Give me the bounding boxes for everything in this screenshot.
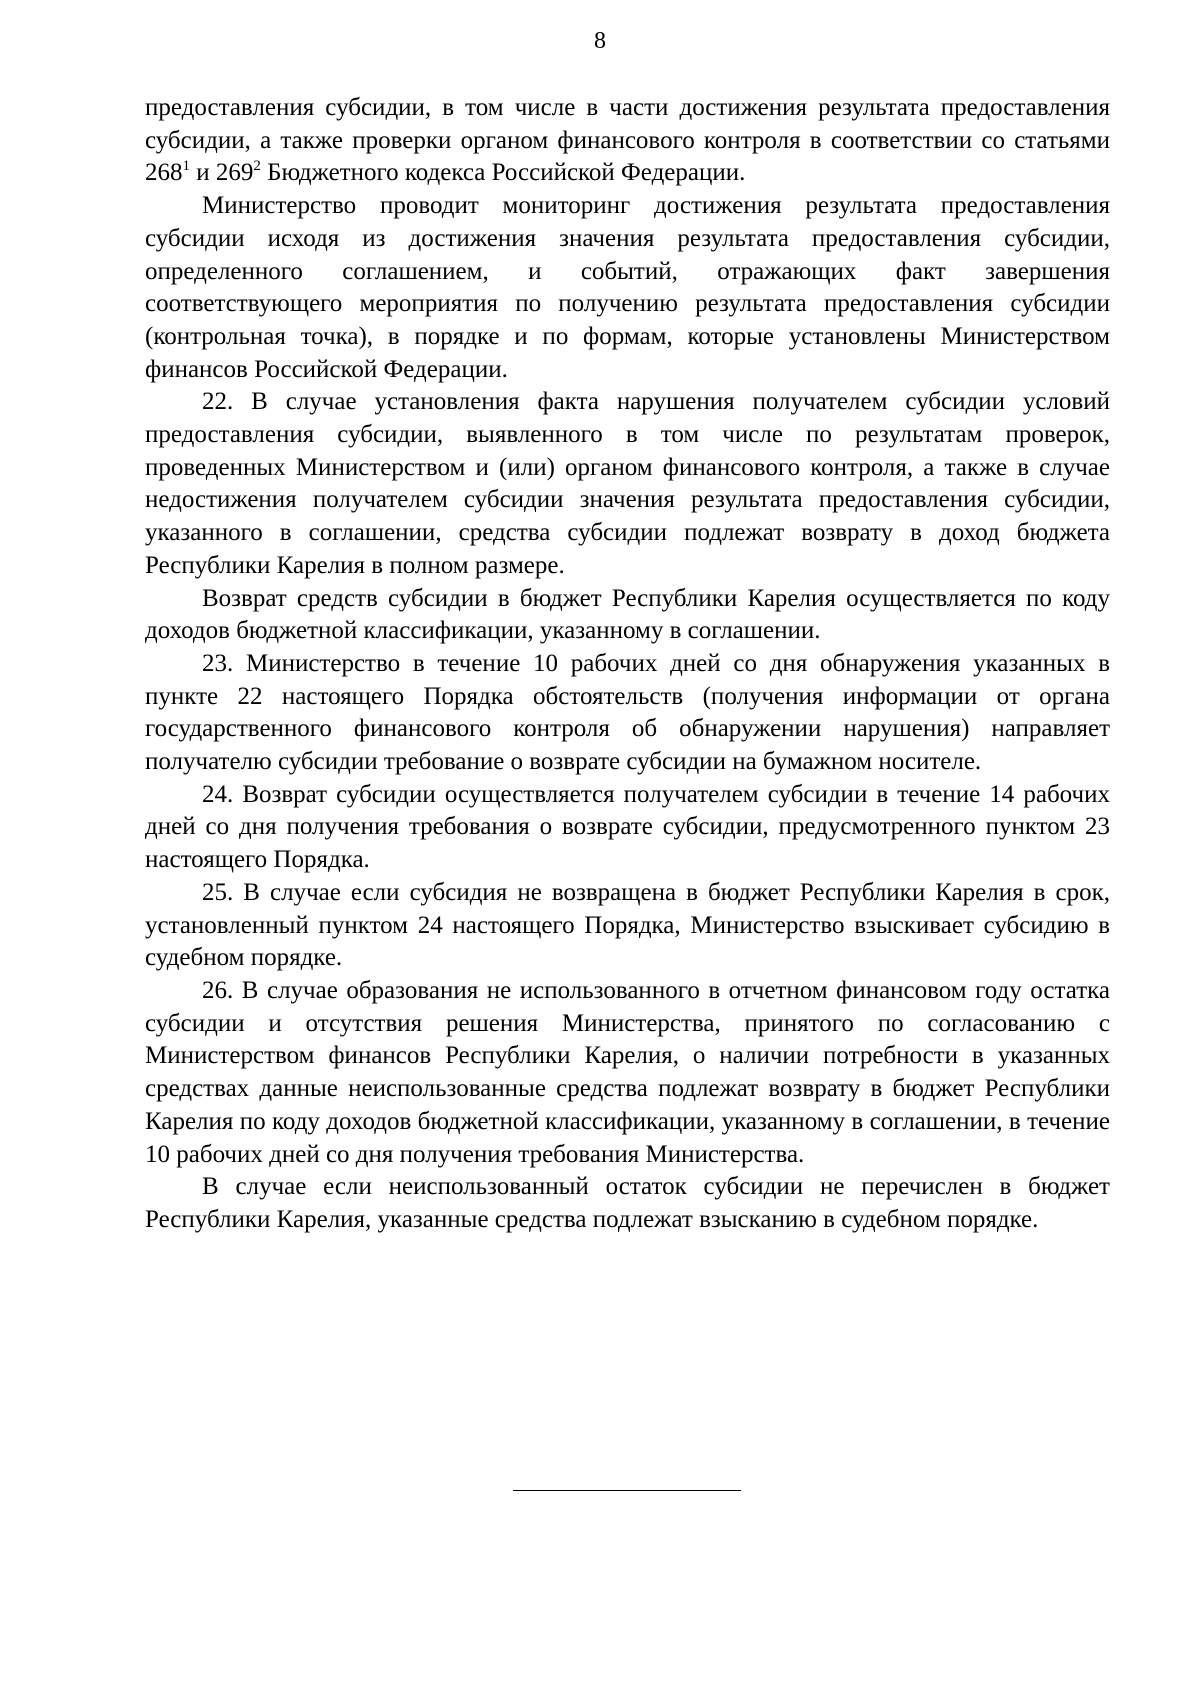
footnote-superscript: 2 (253, 158, 261, 175)
paragraph-text: Бюджетного кодекса Российской Федерации. (260, 159, 746, 187)
paragraph-item-22: 22. В случае установления факта нарушения получателем субсидии условий предоставления субсидии, выявленного в том числе по результатам проверок, проведенных Министерством и (или) органом финансового контроля, а также в случае недостижения получателем субсидии значения результата предоставления субсидии, указанного в соглашении, средства субсидии подлежат возврату в доход бюджета Республики Карелия в полном размере. (145, 388, 1110, 579)
paragraph-item-23: 23. Министерство в течение 10 рабочих дней со дня обнаружения указанных в пункте 22 настоящего Порядка обстоятельств (получения информации от органа государственного финансового контроля об обнаружении нарушения) направляет получателю субсидии требование о возврате субсидии на бумажном носителе. (145, 649, 1110, 776)
end-of-document-rule (513, 1490, 741, 1491)
paragraph-text: предоставления субсидии, в том числе в части достижения результата предоставления субсидии, а также проверки органом финансового контроля в соответствии со статьями 268 (145, 94, 1110, 187)
paragraph-refund-code: Возврат средств субсидии в бюджет Республики Карелия осуществляется по коду доходов бюджетной классификации, указанному в соглашении. (145, 584, 1110, 645)
paragraph-item-25: 25. В случае если субсидия не возвращена в бюджет Республики Карелия в срок, установленный пунктом 24 настоящего Порядка, Министерство взыскивает субсидию в судебном порядке. (145, 878, 1110, 972)
page-number: 8 (594, 28, 606, 54)
paragraph-continuation (145, 92, 1110, 190)
paragraph-monitoring: Министерство проводит мониторинг достижения результата предоставления субсидии исходя из достижения значения результата предоставления субсидии, определенного соглашением, и событий, отражающих факт завершения соответствующего мероприятия по получению результата предоставления субсидии (контрольная точка), в порядке и по формам, которые установлены Министерством финансов Российской Федерации. (145, 192, 1110, 383)
footnote-superscript: 1 (182, 158, 190, 175)
paragraph-unused-balance: В случае если неиспользованный остаток субсидии не перечислен в бюджет Республики Карелия, указанные средства подлежат взысканию в судебном порядке. (145, 1173, 1110, 1233)
paragraph-item-26: 26. В случае образования не использованного в отчетном финансовом году остатка субсидии и отсутствия решения Министерства, принятого по согласованию с Министерством финансов Республики Карелия, о наличии потребности в указанных средствах данные неиспользованные средства подлежат возврату в бюджет Республики Карелия по коду доходов бюджетной классификации, указанному в соглашении, в течение 10 рабочих дней со дня получения требования Министерства. (145, 976, 1110, 1168)
paragraph-item-24: 24. Возврат субсидии осуществляется получателем субсидии в течение 14 рабочих дней со дня получения требования о возврате субсидии, предусмотренного пунктом 23 настоящего Порядка. (145, 780, 1110, 874)
document-body (145, 92, 1110, 1237)
paragraph-text: и 269 (190, 159, 254, 187)
